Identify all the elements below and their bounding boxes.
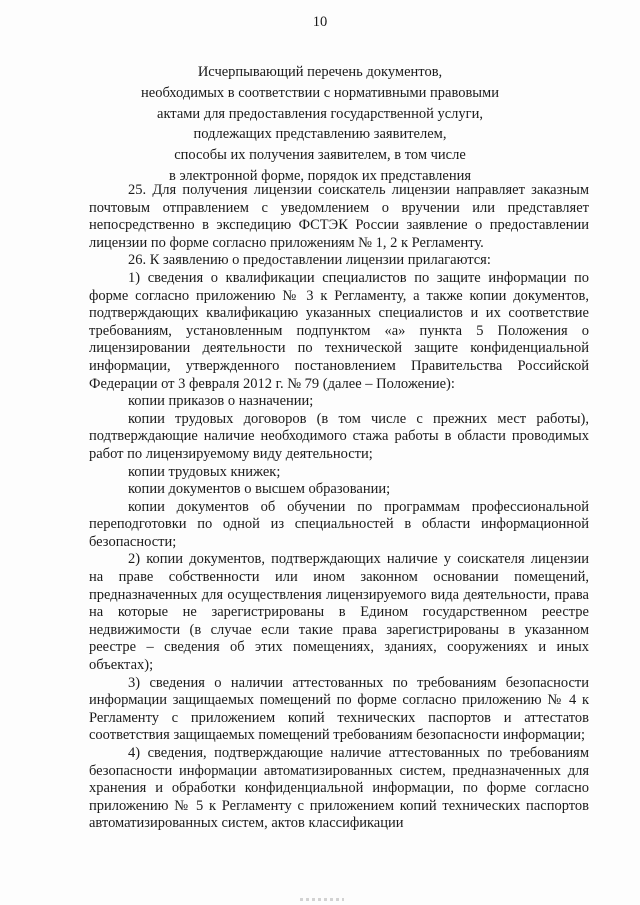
document-body bbox=[89, 182, 589, 833]
heading-line: подлежащих представлению заявителем, bbox=[193, 126, 447, 143]
section-heading bbox=[90, 62, 550, 187]
list-item-4: 4) сведения, подтверждающие наличие аттестованных по требованиям безопасности информации автоматизированных систем, предназначенных для хранения и обработки конфиденциальной информации, по форме согласно приложению № 5 к Регламенту с приложением копий технических паспортов автоматизированных систем, актов классификации bbox=[89, 745, 589, 832]
heading-line: Исчерпывающий перечень документов, bbox=[197, 64, 443, 80]
sub-item-labor-contracts: копии трудовых договоров (в том числе с прежних мест работы), подтверждающие наличие необходимого стажа работы в области проводимых работ по лицензируемому виду деятельности; bbox=[89, 410, 589, 462]
list-item-3: 3) сведения о наличии аттестованных по требованиям безопасности информации защищаемых помещений по форме согласно приложению № 4 к Регламенту с приложением копий технических паспортов и аттестатов соответствия защищаемых помещений требованиям безопасности информации; bbox=[89, 674, 589, 744]
sub-item-higher-education: копии документов о высшем образовании; bbox=[128, 481, 391, 498]
heading-line: способы их получения заявителем, в том числе bbox=[174, 147, 466, 164]
heading-line: в электронной форме, порядок их представления bbox=[168, 167, 472, 184]
heading-line: актами для предоставления государственной услуги, bbox=[157, 105, 483, 122]
sub-item-orders: копии приказов о назначении; bbox=[128, 393, 314, 410]
list-item-2: 2) копии документов, подтверждающих наличие у соискателя лицензии на праве собственности или ином законном основании помещений, предназначенных для осуществления лицензируемого вида деятельности, права на которые не зарегистрированы в Едином государственном реестре недвижимости (в случае если такие права зарегистрированы в указанном реестре – сведения об этих помещениях, зданиях, сооружениях и иных объектах); bbox=[89, 551, 589, 674]
list-item-1: 1) сведения о квалификации специалистов по защите информации по форме согласно приложению № 3 к Регламенту, а также копии документов, подтверждающих квалификацию указанных специалистов и их соответствие требованиям, установленным подпунктом «а» пункта 5 Положения о лицензировании деятельности по технической защите конфиденциальной информации, утвержденного постановлением Правительства Российской Федерации от 3 февраля 2012 г. № 79 (далее – Положение): bbox=[89, 269, 589, 392]
sub-item-work-books: копии трудовых книжек; bbox=[128, 463, 281, 480]
scan-artifact bbox=[300, 898, 344, 901]
page-number: 10 bbox=[312, 14, 328, 30]
paragraph-25: 25. Для получения лицензии соискатель лицензии направляет заказным почтовым отправлением с уведомлением о вручении или представляет непосредственно в экспедицию ФСТЭК России заявление о предоставлении лицензии по форме согласно приложениям № 1, 2 к Регламенту. bbox=[89, 182, 589, 251]
paragraph-26: 26. К заявлению о предоставлении лицензии прилагаются: bbox=[128, 252, 491, 269]
sub-item-retraining: копии документов об обучении по программам профессиональной переподготовки по одной из специальностей в области информационной безопасности; bbox=[89, 498, 589, 550]
heading-line: необходимых в соответствии с нормативными правовыми bbox=[141, 84, 499, 101]
